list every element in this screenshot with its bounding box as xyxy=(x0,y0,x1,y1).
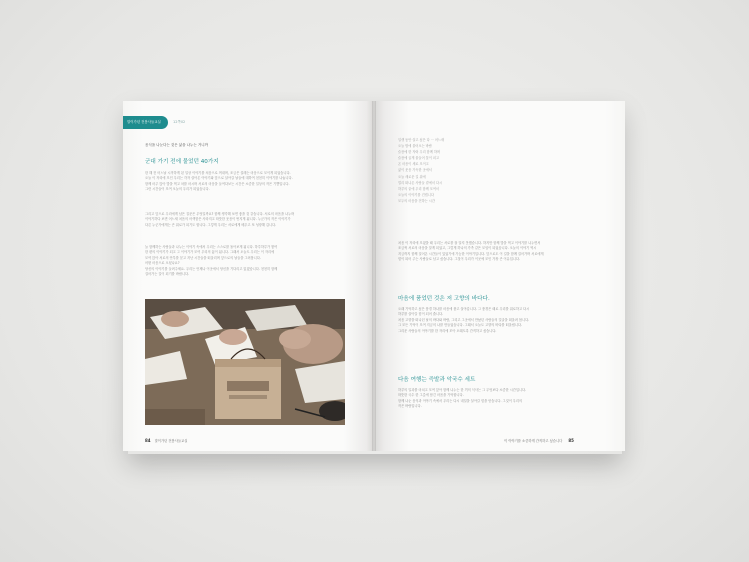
text-line: 어떤 마음으로 오셨나요? xyxy=(145,261,180,266)
section-title: 다음 여행는 즉발과 악국수 세트 xyxy=(398,377,476,383)
paragraph-2 xyxy=(398,307,604,334)
text-line: 한 편의 이야기가 되고 그 이야기가 모여 우리의 삶이 됩니다. 그래서 오늘도 우리는 이 자리에 xyxy=(145,250,275,255)
text-line: 작은 바람입니다. xyxy=(398,404,422,409)
text-line: 그리고 앞으로 우리에게 남은 질문은 무엇일까요? 함께 생각해 보면 좋을 것 같습니다. 서로의 마음을 나누며 xyxy=(145,212,295,216)
text-line: 다른 누군가에게는 큰 위로가 되기도 합니다. 그렇게 우리는 서로에게 배우고 또 성장해 갑니다. xyxy=(145,222,277,227)
poem-line: 슬픔에 한 자락 우리 함께 하며 xyxy=(398,150,441,155)
section-title: 군대 가기 전에 물었던 40가지 xyxy=(145,159,219,165)
right-page xyxy=(374,101,625,451)
text-line: 하루를 살아갈 힘이 되어 줍니다. xyxy=(398,312,444,317)
text-line: 당신의 이야기를 들려주세요. 우리는 언제나 이곳에서 당신을 기다리고 있겠습니다. 천천히 함께 xyxy=(145,266,278,271)
poem-block xyxy=(398,137,444,204)
poem-line: 멀리 떠나온 사람들 곁에서 다시 xyxy=(398,180,443,185)
text-line: 처음 고향을 떠나던 날의 바다와 바람, 그리고 그곳에서 만났던 사람들의 얼굴을 떠올려 봅니다. xyxy=(398,317,530,322)
text-line: 함께 마주 앉아 밥을 먹고 차를 마시며 서로의 마음을 들여다보는 시간은 소중한 일상의 작은 기쁨입니다. xyxy=(145,181,290,186)
text-line: 이야기하다 보면 어느새 처음의 어색함은 사라지고 따뜻한 웃음이 번지게 됩니다. 누군가의 작은 이야기가 xyxy=(145,217,291,222)
left-folio xyxy=(145,438,187,443)
page-number: 84 xyxy=(145,438,151,443)
chapter-tab: 말이가던 전봉사들교실 xyxy=(123,116,168,129)
poem-line: 오늘의 이야기를 건넵니다 xyxy=(398,192,434,197)
paragraph-3 xyxy=(145,245,345,277)
text-line: 지금까지 함께 걸어온 시간들이 있었기에 가능한 이야기입니다. 앞으로도 이 길을 함께 걸어가며 서로에게 xyxy=(398,251,544,256)
lead-line: 음식을 나눈다는 것은 삶을 나누는 거니까 xyxy=(145,143,209,147)
chapter-subtitle: 12쪽02 xyxy=(173,120,186,124)
poem-line: 온 마음이 새로 모이고 xyxy=(398,162,429,167)
text-line: 힘이 되어 주는 사람들로 남고 싶습니다. 그것이 우리가 이곳에 모인 가장 큰 이유입니다. xyxy=(398,257,520,262)
poem-line: 모두의 마음을 전하는 시간 xyxy=(398,198,435,203)
text-line: 한 해 전 어느날 시작하게 된 일상 이야기를 처음으로 꺼내며, 조금은 설레는 마음으로 모이게 되었습니다. xyxy=(145,171,291,175)
text-line: 걸어가는 길이 되기를 바랍니다. xyxy=(145,271,190,276)
text-line: 그런 시간들이 모여 오늘의 우리가 되었습니다. xyxy=(145,187,210,192)
poem-line: 하루의 끝에 우리 함께 모여서 xyxy=(398,186,440,191)
poem-line: 삶이 웃음 가득한 곳에서 xyxy=(398,168,432,173)
paragraph-2 xyxy=(145,212,345,228)
text-line: 늘 함께하는 사람들과 나누는 이야기 속에서 우리는 스스로를 돌아보게 됩니다. 하루하루가 쌓여 xyxy=(145,245,278,249)
text-line: 처음 이 자리에 모였을 때 우리는 서로를 잘 알지 못했습니다. 하지만 함께 밥을 먹고 이야기를 나누면서 xyxy=(398,241,541,245)
folio-text: 이 이야기를 소중하게 간직하고 싶습니다 xyxy=(504,439,563,443)
page-number: 85 xyxy=(568,438,574,443)
text-line: 조금씩 서로의 마음을 알게 되었고, 그렇게 하나의 가족 같은 모임이 되었습니다. 오늘의 이야기 역시 xyxy=(398,246,537,251)
text-line: 오늘 이 자리에 모인 우리는 각자 살아온 이야기와 앞으로 살아갈 날들에 대하여 천천히 이야기를 나눕니다. xyxy=(145,176,293,181)
workshop-photo-illustration xyxy=(145,299,345,425)
paragraph-1 xyxy=(145,171,345,193)
book-gutter xyxy=(372,101,376,451)
left-page xyxy=(123,101,374,451)
text-line: 하루의 일과를 마치고 모여 앉아 함께 나누는 한 끼의 식사는 그 무엇보다 소중한 시간입니다. xyxy=(398,388,527,392)
folio-text: 말이가던 전봉사들교실 xyxy=(154,439,188,443)
poem-line: 일생 동안 살고 싶은 다 ㅡ 어느새 xyxy=(398,138,445,142)
text-line: 그 모든 기억이 모여 지금의 나를 만들었습니다. 그래서 오늘도 고향의 바다를 떠올립니다. xyxy=(398,323,523,328)
text-line: 따뜻한 국수 한 그릇에 담긴 마음을 기억합니다. xyxy=(398,393,464,398)
paragraph-3 xyxy=(398,388,604,410)
poem-line: 오늘 밤에 불어오는 바람 xyxy=(398,144,432,149)
text-line: 오래 기억하고 싶은 풍경 하나를 마음에 품고 살아갑니다. 그 풍경은 때로 우리를 위로하고 다시 xyxy=(398,307,530,311)
text-line: 그리운 사람들의 이야기를 한 자리에 모아 오래도록 간직하고 싶습니다. xyxy=(398,328,497,333)
poem-line: 오늘 새로운 길 위에 xyxy=(398,174,426,179)
right-folio xyxy=(504,438,578,443)
poem-line: 슬픔에 곱게 물들어 꽃이 피고 xyxy=(398,156,440,161)
text-line: 함께 나눈 음식과 이야기 속에서 우리는 다시 내일을 살아갈 힘을 얻습니다. 그것이 우리의 xyxy=(398,398,523,403)
section-title: 마음에 품었던 것은 저 고향의 바다다. xyxy=(398,296,490,302)
text-line: 모여 앉아 서로의 안부를 묻고 지난 시간들을 떠올리며 앞으로의 날들을 그려봅니다. xyxy=(145,255,261,260)
workshop-photo xyxy=(145,299,345,425)
paragraph-1 xyxy=(398,241,604,263)
